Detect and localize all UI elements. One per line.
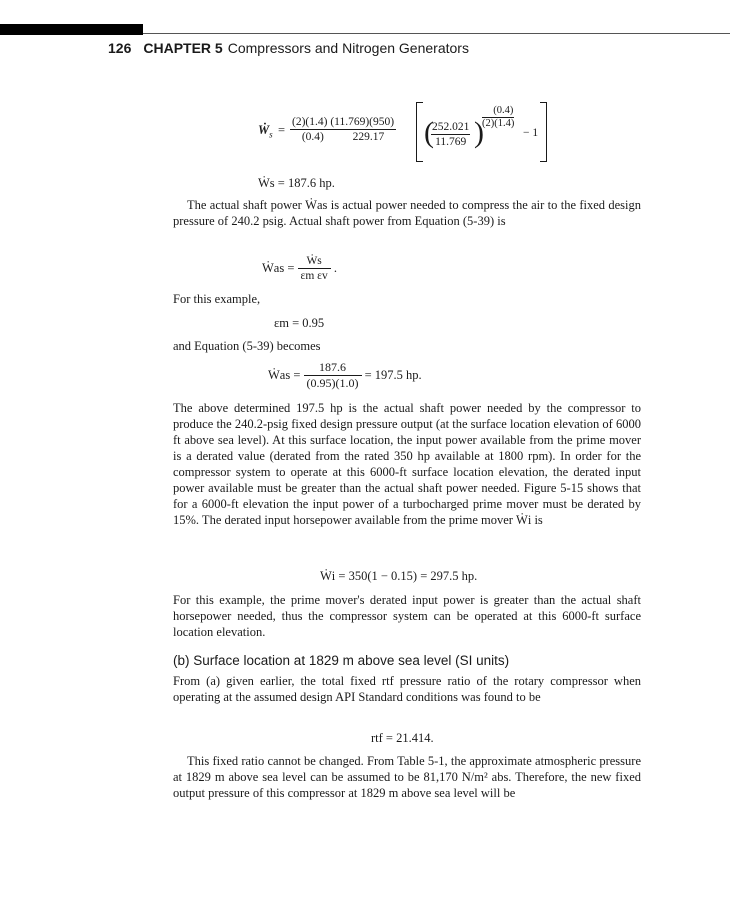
chapter-title: Compressors and Nitrogen Generators <box>227 40 469 56</box>
eq4-num: 187.6 <box>304 360 362 376</box>
eq1-frac-num: (2)(1.4) (11.769)(950) <box>292 116 395 128</box>
eq4-den: (0.95)(1.0) <box>306 376 359 390</box>
equation-wi: Ẇi = 350(1 − 0.15) = 297.5 hp. <box>320 569 478 583</box>
eq1-result: Ẇs = 187.6 hp. <box>258 176 335 190</box>
chapter-label: CHAPTER 5 <box>143 40 223 56</box>
eq2-den: εm εv <box>300 270 328 282</box>
eq1-frac-den: (0.4) 229.17 <box>301 131 385 143</box>
eq4-lhs: Ẇas = <box>268 368 301 382</box>
eq1-inner-fraction <box>431 120 470 149</box>
header-rule <box>143 33 730 34</box>
eq1-inner-num: 252.021 <box>432 121 470 133</box>
equation-epsilon-m: εm = 0.95 <box>274 316 325 330</box>
eq2-tail: . <box>333 261 337 275</box>
eq1-exponent <box>482 105 514 130</box>
eq1-paren-right: ) <box>474 116 484 149</box>
eq1-equals: = <box>278 123 286 137</box>
eq4-rhs: = 197.5 hp. <box>364 368 422 382</box>
eq1-lhs: Ẇ$_s$ <box>258 123 273 140</box>
header-black-bar <box>0 24 143 35</box>
paragraph-actual-shaft-power: The actual shaft power Ẇas is actual power needed to compress the air to the fixed design pressure of 240.2 psig. Actual shaft power from Equation (5-39) is <box>173 198 641 228</box>
paragraph-for-this-example: For this example, <box>173 292 261 306</box>
paragraph-derated-power: The above determined 197.5 hp is the actual shaft power needed by the compressor to produce the 240.2-psig fixed design pressure output (at the surface location elevation of 6000 ft above sea level). At this surface location, the input power available from the prime mover is a derated value (derated from the rated 350 hp available at 1800 rpm). In order for the compressor system to operate at this 6000-ft surface location elevation, the derated input power available must be greater than the actual shaft power needed. Figure 5-15 shows that for a 6000-ft elevation the input power of a turbocharged prime mover must be derated by 15%. The derated input horsepower available from the prime mover Ẇi is <box>173 401 641 527</box>
equation-was-value <box>268 360 422 391</box>
eq1-inner-den: 11.769 <box>435 136 467 148</box>
equation-rtf: rtf = 21.414. <box>371 731 434 745</box>
eq1-bracket-right <box>540 102 547 162</box>
page-number: 126 <box>108 40 132 56</box>
eq1-exp-num: (0.4) <box>482 105 514 118</box>
paragraph-conclusion: For this example, the prime mover's derated input power is greater than the actual shaft horsepower needed, thus the compressor system can be operated at this 6000-ft surface location elevation. <box>173 593 641 639</box>
eq1-bracket-left <box>416 102 423 162</box>
eq1-paren-left: ( <box>424 116 434 149</box>
eq1-minus-one: − 1 <box>523 127 539 139</box>
eq1-fraction <box>290 115 396 144</box>
section-heading-b: (b) Surface location at 1829 m above sea level (SI units) <box>173 653 510 668</box>
eq2-fraction <box>298 254 331 283</box>
eq2-num: Ẇs <box>298 254 331 269</box>
paragraph-given-earlier: From (a) given earlier, the total fixed rtf pressure ratio of the rotary compressor when operating at the assumed design API Standard conditions was found to be <box>173 674 641 704</box>
eq4-fraction <box>304 360 362 391</box>
equation-was <box>262 254 337 283</box>
paragraph-equation-becomes: and Equation (5-39) becomes <box>173 339 321 353</box>
eq1-exp-den: (2)(1.4) <box>482 118 515 129</box>
eq2-lhs: Ẇas = <box>262 261 295 275</box>
running-header <box>108 40 469 56</box>
paragraph-atmospheric-pressure: This fixed ratio cannot be changed. From Table 5-1, the approximate atmospheric pressure at 1829 m above sea level can be assumed to be 81,170 N/m² abs. Therefore, the new fixed output pressure of this compressor at 1829 m above sea level will be <box>173 754 641 800</box>
